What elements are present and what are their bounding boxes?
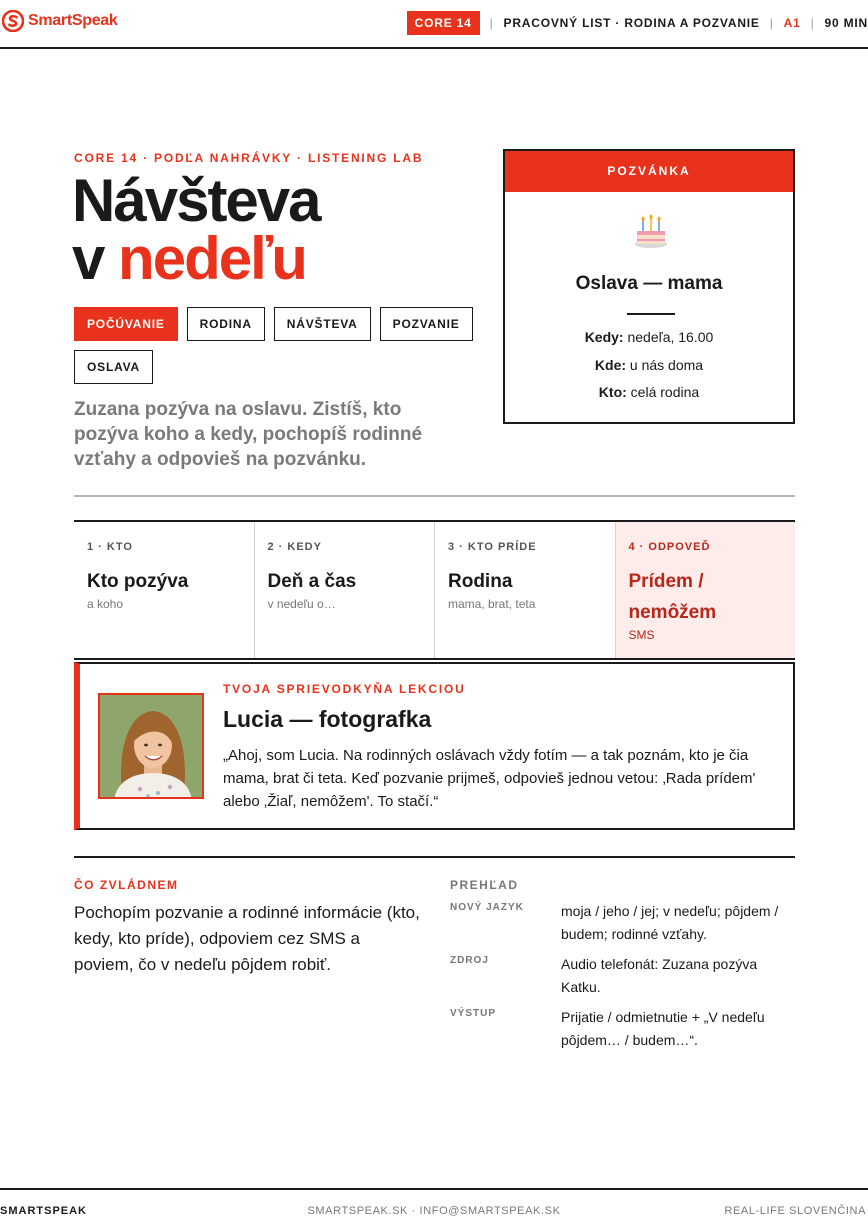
top-bar <box>0 0 868 49</box>
tag-listening[interactable]: POČÚVANIE <box>74 307 178 341</box>
duration-label: 90 MIN <box>824 16 868 30</box>
header-separator: | <box>769 16 774 30</box>
guide-photo <box>98 693 204 799</box>
header-separator: | <box>810 16 815 30</box>
where-value: u nás doma <box>626 357 704 373</box>
step-title: Kto pozýva <box>87 571 189 592</box>
guide-box <box>74 662 795 830</box>
section-divider <box>74 856 795 858</box>
title-prefix: v <box>72 225 119 292</box>
level-label: A1 <box>783 16 801 30</box>
tag-visit[interactable]: NÁVŠTEVA <box>274 307 371 341</box>
step-number: 2 · KEDY <box>267 541 322 553</box>
smartspeak-logo-icon <box>2 10 24 32</box>
page-title <box>72 167 320 292</box>
guide-portrait-illustration <box>100 695 204 799</box>
section-divider <box>74 495 795 497</box>
overview-label: ZDROJ <box>450 955 489 966</box>
invitation-who <box>505 384 793 400</box>
step-subtitle: v nedeľu o… <box>267 597 336 611</box>
when-value: nedeľa, 16.00 <box>623 329 714 345</box>
overview-value: Prijatie / odmietnutie + „V nedeľu pôjdem… / budem…“. <box>561 1009 765 1048</box>
overview-kicker: PREHĽAD <box>450 878 519 892</box>
lead-text: Zuzana pozýva na oslavu. Zistíš, kto pozýva koho a kedy, pochopíš rodinné vzťahy a odpovieš na pozvánku. <box>74 399 423 470</box>
guide-name: Lucia — fotografka <box>223 706 432 732</box>
step-subtitle: a koho <box>87 597 124 611</box>
invitation-divider <box>627 313 675 315</box>
who-label: Kto: <box>598 384 627 400</box>
footer-tagline: REAL-LIFE SLOVENČINA <box>724 1205 866 1217</box>
invitation-where <box>505 357 793 373</box>
tag-invitation[interactable]: POZVANIE <box>380 307 473 341</box>
footer-brand: SMARTSPEAK <box>0 1205 88 1217</box>
guide-kicker: TVOJA SPRIEVODKYŇA LEKCIOU <box>223 682 466 696</box>
overview-row-new-language <box>450 900 795 946</box>
invitation-card <box>503 149 795 424</box>
step-number: 1 · KTO <box>87 541 133 553</box>
step-who <box>74 522 255 658</box>
when-label: Kedy: <box>584 329 624 345</box>
where-label: Kde: <box>594 357 627 373</box>
invitation-title: Oslava — mama <box>575 273 723 294</box>
overview-label: VÝSTUP <box>450 1008 497 1019</box>
header-meta <box>407 11 868 35</box>
tag-family[interactable]: RODINA <box>187 307 265 341</box>
header-separator: | <box>489 16 494 30</box>
title-accent: nedeľu <box>118 225 306 292</box>
overview-value: moja / jeho / jej; v nedeľu; pôjdem / budem; rodinné vzťahy. <box>561 903 779 942</box>
step-title: Prídem / nemôžem <box>628 571 717 623</box>
step-title: Deň a čas <box>267 571 357 592</box>
page-footer <box>0 1188 868 1228</box>
topic-tags <box>74 307 474 384</box>
overview-label: NOVÝ JAZYK <box>450 902 524 913</box>
guide-quote: „Ahoj, som Lucia. Na rodinných oslávach vždy fotím — a tak poznám, kto je čia mama, brat či teta. Keď pozvanie prijmeš, odpovieš jednou vetou: ‚Rada prídem' alebo ‚Žiaľ, nemôžem'. To stačí.“ <box>223 747 756 810</box>
invitation-header: POZVÁNKA <box>505 151 793 192</box>
footer-contact[interactable]: SMARTSPEAK.SK · INFO@SMARTSPEAK.SK <box>307 1205 561 1217</box>
invitation-when <box>505 329 793 345</box>
hero-kicker: CORE 14 · PODĽA NAHRÁVKY · LISTENING LAB <box>74 151 424 165</box>
cake-icon <box>634 213 668 249</box>
who-value: celá rodina <box>626 384 700 400</box>
step-subtitle: SMS <box>628 628 655 642</box>
worksheet-title: PRACOVNÝ LIST · RODINA A POZVANIE <box>503 16 760 30</box>
overview-row-source <box>450 953 795 999</box>
step-title: Rodina <box>448 571 513 592</box>
step-number: 4 · ODPOVEĎ <box>628 541 711 553</box>
step-who-comes <box>435 522 616 658</box>
overview-value: Audio telefonát: Zuzana pozýva Katku. <box>561 956 758 995</box>
core-badge: CORE 14 <box>407 11 480 35</box>
lesson-steps <box>74 520 795 660</box>
can-do-text: Pochopím pozvanie a rodinné informácie (kto, kedy, kto príde), odpoviem cez SMS a poviem, čo v nedeľu pôjdem robiť. <box>74 903 420 974</box>
step-subtitle: mama, brat, teta <box>448 597 536 611</box>
step-answer <box>616 522 796 658</box>
can-do-kicker: ČO ZVLÁDNEM <box>74 878 179 892</box>
brand-name: SmartSpeak <box>28 12 118 29</box>
tag-celebration[interactable]: OSLAVA <box>74 350 153 384</box>
step-when <box>255 522 436 658</box>
brand-logo[interactable] <box>2 10 118 32</box>
title-line-1: Návšteva <box>72 167 320 234</box>
overview-row-output <box>450 1006 795 1052</box>
step-number: 3 · KTO PRÍDE <box>448 541 537 553</box>
